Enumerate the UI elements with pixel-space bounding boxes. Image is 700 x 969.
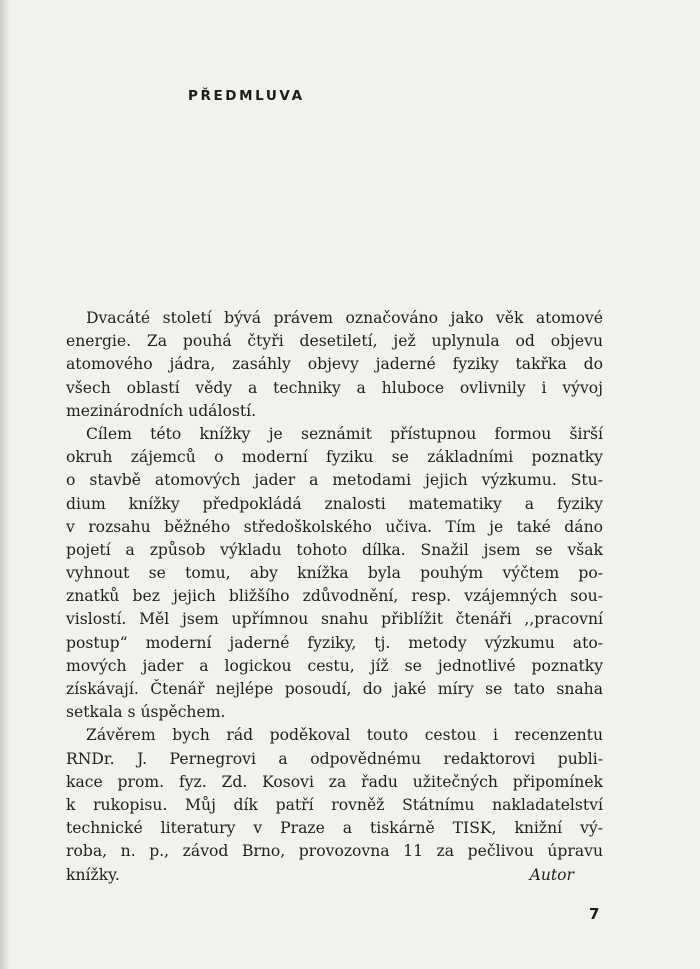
- closing-line: [66, 864, 603, 887]
- page-number: 7: [589, 905, 600, 923]
- text-line: RNDr. J. Pernegrovi a odpovědnému redaktorovi publi-: [66, 749, 603, 768]
- text-line: v rozsahu běžného středoškolského učiva. Tím je také dáno: [66, 517, 603, 536]
- text-line: postup“ moderní jaderné fyziky, tj. metody výzkumu ato-: [66, 633, 603, 652]
- text-line: všech oblastí vědy a techniky a hluboce ovlivnily i vývoj: [66, 378, 603, 397]
- text-line: okruh zájemců o moderní fyziku se základními poznatky: [66, 448, 603, 467]
- text-line: Závěrem bych rád poděkoval touto cestou i recenzentu: [86, 726, 603, 745]
- text-line: mových jader a logickou cestu, jíž se jednotlivé poznatky: [66, 656, 603, 675]
- preface-text: [66, 307, 603, 887]
- text-line: roba, n. p., závod Brno, provozovna 11 za pečlivou úpravu: [66, 842, 603, 861]
- text-line: atomového jádra, zasáhly objevy jaderné fyziky takřka do: [66, 355, 603, 374]
- text-line: znatků bez jejich bližšího zdůvodnění, resp. vzájemných sou-: [66, 587, 603, 606]
- text-line: získávají. Čtenář nejlépe posoudí, do jaké míry se tato snaha: [66, 680, 603, 698]
- text-line: energie. Za pouhá čtyři desetiletí, jež uplynula od objevu: [66, 332, 603, 351]
- text-line: technické literatury v Praze a tiskárně TISK, knižní vý-: [66, 819, 603, 838]
- text-line: o stavbě atomových jader a metodami jejich výzkumu. Stu-: [66, 471, 603, 490]
- text-line: vyhnout se tomu, aby knížka byla pouhým výčtem po-: [66, 564, 603, 583]
- text-line: k rukopisu. Můj dík patří rovněž Státnímu nakladatelství: [66, 795, 603, 814]
- author-signature: Autor: [529, 865, 574, 884]
- text-line: Cílem této knížky je seznámit přístupnou formou širší: [86, 424, 603, 443]
- page-edge-shadow: [0, 0, 10, 969]
- text-line: pojetí a způsob výkladu tohoto dílka. Snažil jsem se však: [66, 540, 603, 559]
- text-line: vislostí. Měl jsem upřímnou snahu přiblížit čtenáři ,,pracovní: [66, 610, 603, 629]
- text-line: Dvacáté století bývá právem označováno jako věk atomové: [86, 309, 603, 327]
- text-line: dium knížky předpokládá znalosti matematiky a fyziky: [66, 494, 603, 513]
- page-heading: PŘEDMLUVA: [188, 88, 305, 104]
- text-line: mezinárodních událostí.: [66, 401, 257, 420]
- text-line: knížky.: [66, 865, 120, 884]
- text-line: kace prom. fyz. Zd. Kosovi za řadu užitečných připomínek: [66, 772, 603, 791]
- text-line: setkala s úspěchem.: [66, 703, 226, 722]
